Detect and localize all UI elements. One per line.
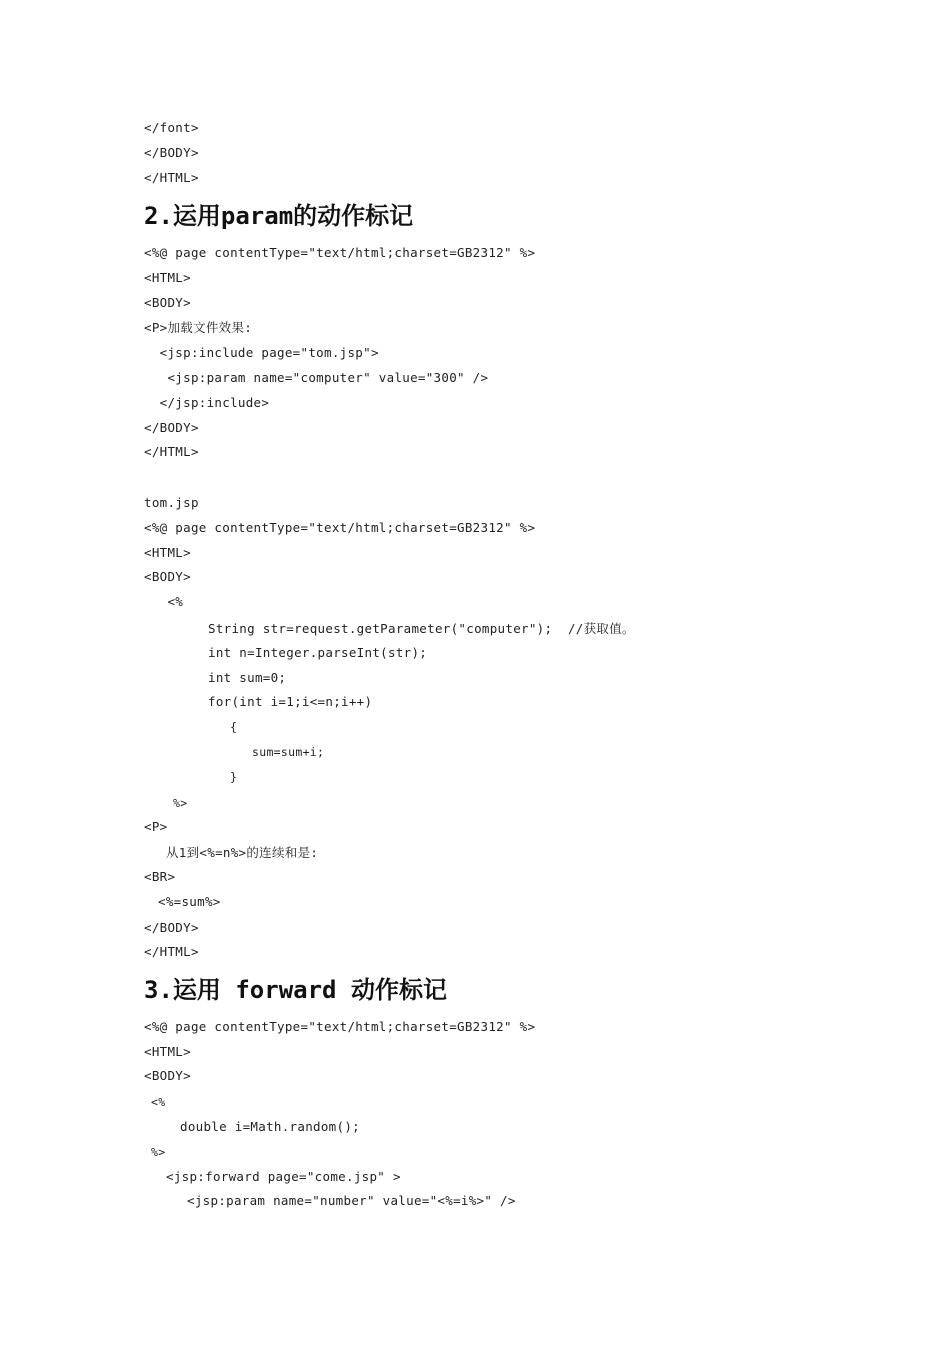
- code-line: <BODY>: [144, 295, 191, 310]
- code-line: <HTML>: [144, 270, 191, 285]
- code-line: </HTML>: [144, 944, 199, 959]
- code-line: sum=sum+i;: [252, 745, 325, 759]
- code-line: 从1到<%=n%>的连续和是:: [166, 845, 319, 860]
- code-line: <P>加载文件效果:: [144, 320, 253, 335]
- code-line: </BODY>: [144, 145, 199, 160]
- code-line: </BODY>: [144, 420, 199, 435]
- code-line: <%@ page contentType="text/html;charset=GB2312" %>: [144, 520, 536, 535]
- code-line: <%: [144, 594, 184, 609]
- code-line: <BR>: [144, 869, 176, 884]
- code-line: for(int i=1;i<=n;i++): [208, 694, 373, 709]
- code-line: </font>: [144, 120, 199, 135]
- code-line: <jsp:forward page="come.jsp" >: [166, 1169, 401, 1184]
- code-line: {: [230, 720, 238, 734]
- code-line: String str=request.getParameter("computer"); //获取值。: [208, 621, 635, 636]
- code-line: int sum=0;: [208, 670, 287, 685]
- code-line: <BODY>: [144, 1068, 191, 1083]
- code-line: <%: [151, 1095, 166, 1109]
- code-line: <%@ page contentType="text/html;charset=GB2312" %>: [144, 245, 536, 260]
- code-line: double i=Math.random();: [180, 1119, 360, 1134]
- file-name-label: tom.jsp: [144, 495, 199, 510]
- code-line: </BODY>: [144, 920, 199, 935]
- code-line: }: [230, 770, 238, 784]
- code-line: <jsp:param name="computer" value="300" />: [144, 370, 489, 385]
- code-line: <BODY>: [144, 569, 191, 584]
- code-line: <HTML>: [144, 1044, 191, 1059]
- section-heading-forward: 3.运用 forward 动作标记: [144, 976, 447, 1004]
- code-line: %>: [151, 1145, 166, 1159]
- code-line: <%=sum%>: [158, 894, 221, 909]
- code-line: <P>: [144, 819, 168, 834]
- code-line: <jsp:include page="tom.jsp">: [144, 345, 379, 360]
- code-line: </HTML>: [144, 170, 199, 185]
- code-line: <HTML>: [144, 545, 191, 560]
- code-line: </jsp:include>: [144, 395, 270, 410]
- code-line: %>: [173, 796, 188, 810]
- section-heading-param: 2.运用param的动作标记: [144, 202, 414, 230]
- code-line: <%@ page contentType="text/html;charset=GB2312" %>: [144, 1019, 536, 1034]
- code-line: <jsp:param name="number" value="<%=i%>" />: [187, 1193, 516, 1208]
- code-line: </HTML>: [144, 444, 199, 459]
- code-line: int n=Integer.parseInt(str);: [208, 645, 428, 660]
